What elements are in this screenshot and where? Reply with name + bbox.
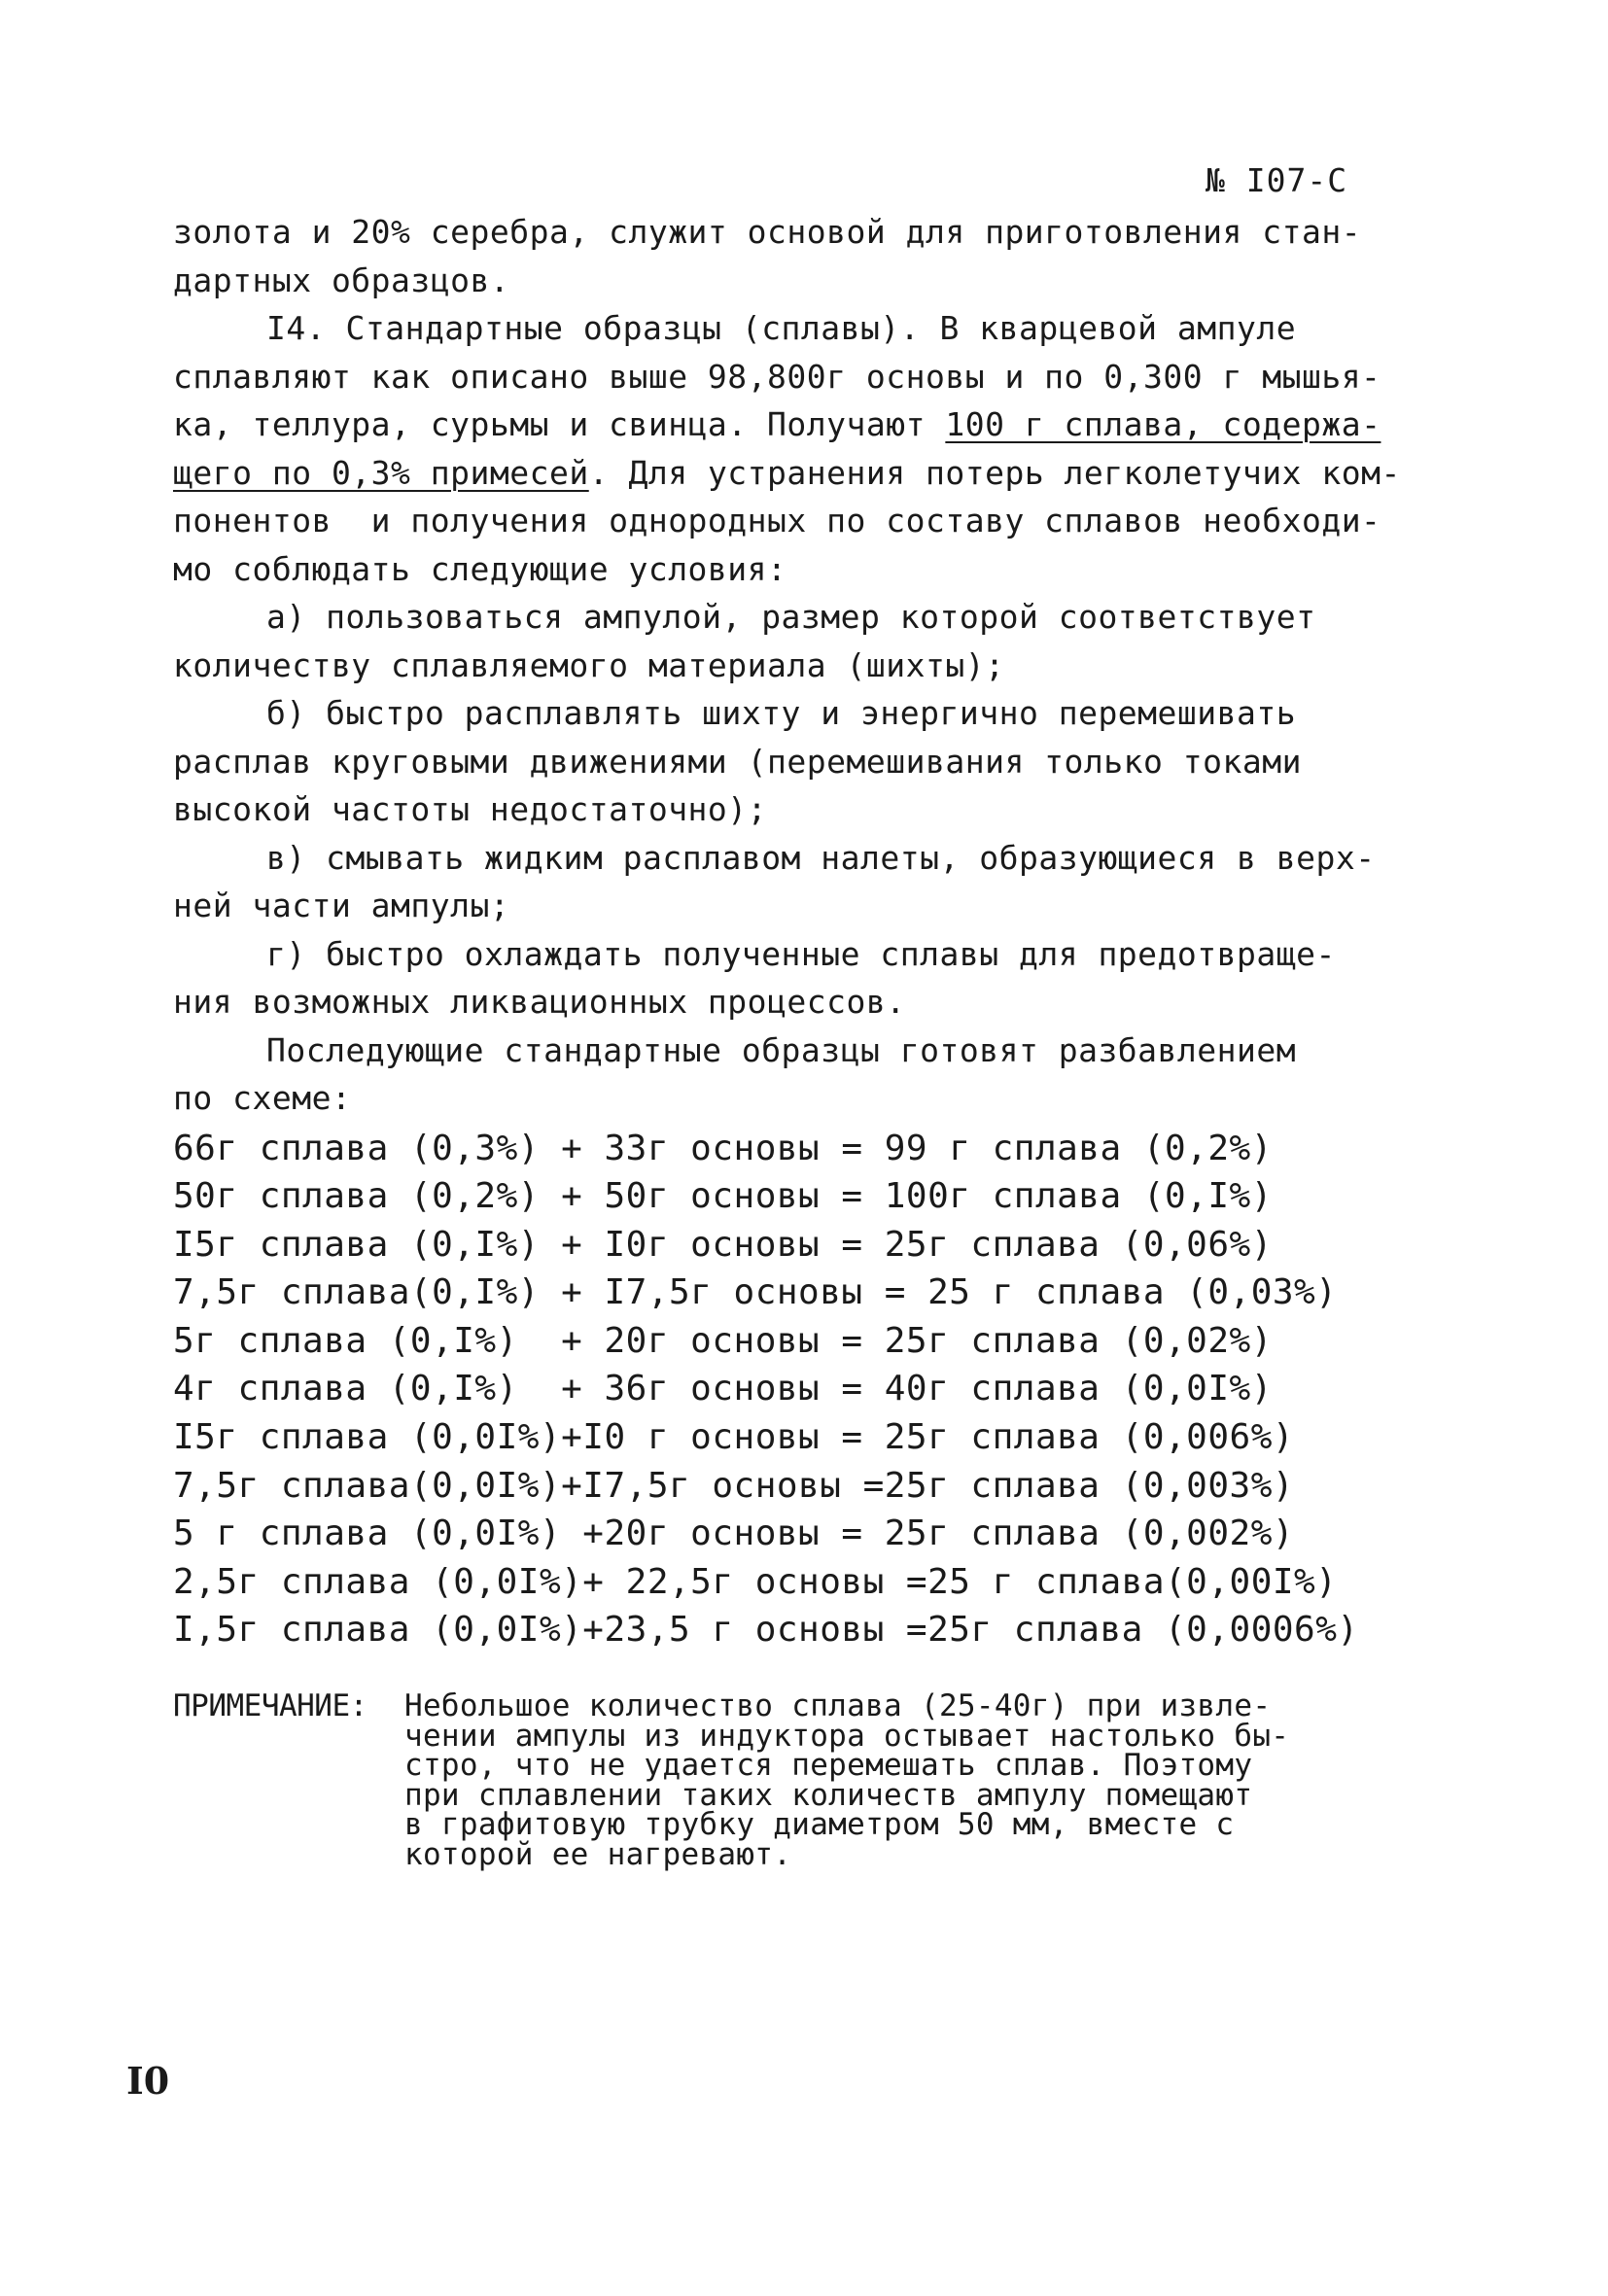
text-line: Последующие стандартные образцы готовят разбавлением [266, 1030, 1297, 1069]
formula-line: I5г сплава (0,I%) + I0г основы = 25г сплава (0,06%) [173, 1224, 1273, 1265]
text-line: понентов и получения однородных по составу сплавов необходи- [173, 502, 1381, 539]
document-number: № I07-C [1206, 161, 1348, 199]
note-line: Небольшое количество сплава (25-40г) при извле- [404, 1688, 1272, 1723]
text-line: сплавляют как описано выше 98,800г основы и по 0,300 г мышья- [173, 357, 1381, 396]
text-line: расплав круговыми движениями (перемешивания только токами [173, 742, 1302, 781]
text-span: ка, теллура, сурьмы и свинца. Получают [173, 405, 946, 443]
note-line: при сплавлении таких количеств ампулу помещают [404, 1777, 1253, 1813]
paragraph-section-14 [173, 304, 1401, 593]
page-number: I0 [126, 2059, 170, 2103]
text-line: б) быстро расплавлять шихту и энергично перемешивать [266, 694, 1297, 732]
text-span: . Для устранения потерь легколетучих ком- [588, 453, 1401, 492]
formula-line: 7,5г сплава(0,I%) + I7,5г основы = 25 г сплава (0,03%) [173, 1272, 1338, 1313]
formula-line: 66г сплава (0,3%) + 33г основы = 99 г сплава (0,2%) [173, 1128, 1273, 1168]
paragraph-dilution [173, 1026, 1398, 1123]
text-line: в) смывать жидким расплавом налеты, образующиеся в верх- [266, 838, 1376, 877]
dilution-scheme [173, 1125, 1398, 1655]
text-line: ния возможных ликвационных процессов. [173, 983, 906, 1021]
formula-line: I5г сплава (0,0I%)+I0 г основы = 25г сплава (0,006%) [173, 1417, 1295, 1458]
note-line: чении ампулы из индуктора остывает настолько бы- [404, 1718, 1290, 1754]
note-line: которой ее нагревают. [404, 1836, 792, 1872]
note-line: в графитовую трубку диаметром 50 мм, вместе с [404, 1807, 1235, 1843]
text-line: по схеме: [173, 1079, 352, 1117]
formula-line: 5г сплава (0,I%) + 20г основы = 25г сплава (0,02%) [173, 1320, 1273, 1361]
note-line: стро, что не удается перемешать сплав. Поэтому [404, 1748, 1253, 1784]
paragraph-continuation [173, 208, 1398, 304]
text-line: а) пользоваться ампулой, размер которой соответствует [266, 598, 1316, 636]
formula-line: 5 г сплава (0,0I%) +20г основы = 25г сплава (0,002%) [173, 1513, 1295, 1554]
text-line: г) быстро охлаждать полученные сплавы для предотвраще- [266, 934, 1336, 973]
text-line [173, 449, 1401, 498]
formula-line: 2,5г сплава (0,0I%)+ 22,5г основы =25 г сплава(0,00I%) [173, 1561, 1338, 1602]
text-line: мо соблюдать следующие условия: [173, 549, 787, 588]
note [173, 1688, 1290, 1872]
text-line: золота и 20% серебра, служит основой для приготовления стан- [173, 213, 1362, 251]
text-line [173, 400, 1398, 449]
formula-line: 7,5г сплава(0,0I%)+I7,5г основы =25г сплава (0,003%) [173, 1465, 1295, 1506]
condition-g [173, 930, 1398, 1026]
condition-v [173, 834, 1398, 930]
condition-a [173, 593, 1398, 689]
formula-line: 50г сплава (0,2%) + 50г основы = 100г сплава (0,I%) [173, 1176, 1273, 1217]
text-line: высокой частоты недостаточно); [173, 790, 768, 828]
text-line: ней части ампулы; [173, 887, 510, 924]
text-line: I4. Стандартные образцы (сплавы). В кварцевой ампуле [266, 309, 1297, 347]
underlined-text: щего по 0,3% примесей [173, 453, 589, 492]
text-line: количеству сплавляемого материала (шихты); [173, 645, 1005, 684]
underlined-text: 100 г сплава, содержа- [945, 405, 1381, 443]
formula-line: I,5г сплава (0,0I%)+23,5 г основы =25г сплава (0,0006%) [173, 1610, 1359, 1651]
formula-line: 4г сплава (0,I%) + 36г основы = 40г сплава (0,0I%) [173, 1369, 1273, 1409]
note-label: ПРИМЕЧАНИЕ: [173, 1688, 367, 1723]
note-text [404, 1688, 1290, 1872]
condition-b [173, 689, 1398, 834]
text-line: дартных образцов. [173, 261, 510, 299]
body-text [173, 208, 1401, 1654]
